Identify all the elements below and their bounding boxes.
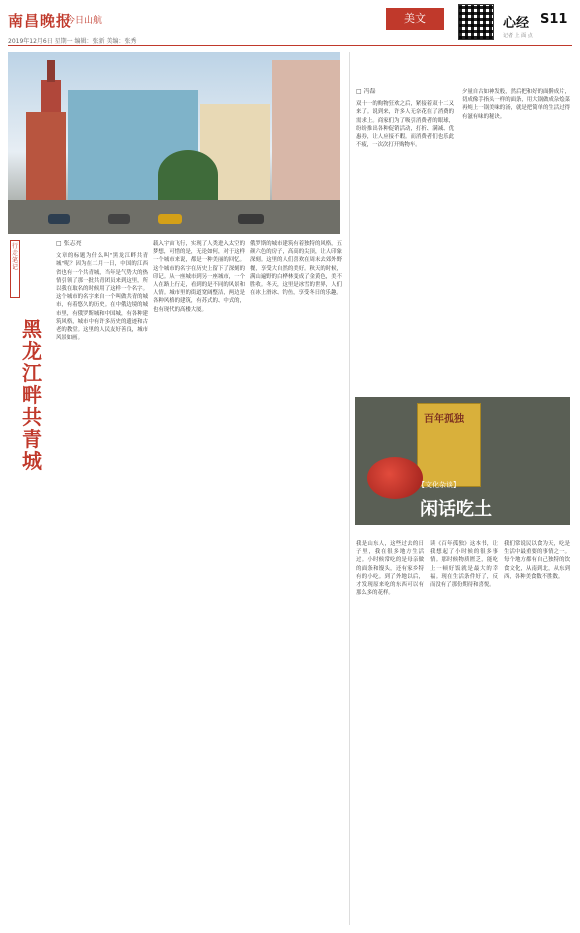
article2-col4 — [430, 540, 498, 925]
tree — [158, 150, 218, 200]
article1-col1-text: 文章的标题为什么叫"黑龙江畔共青城"呢？因为在二月一日，中国的江西省也有一个共青城，当年是气势大的热情引领了那一批共青团员来到这里，所以我在取名的时候用了这样一个名字。这个城市的名字来自一个叫做共青的城市，有着悠久的历史。在中俄边境的城市里，有俄罗斯城和中国城，有各种建筑风格，城市中有许多历史的遗迹和古老的教堂。这里的人民友好善良，城市风景如画。 — [56, 253, 148, 342]
article2-col4-text: 读《百年孤独》这本书，让我想起了小时候的很多事情。那时候物质匮乏，能吃上一顿好饭就是最大的幸福。现在生活条件好了，反而没有了那份期待和喜悦。 — [430, 541, 498, 589]
page-name: 心经 — [503, 16, 530, 31]
city-photo — [8, 52, 340, 234]
book-headline: 闲话吃土 — [420, 499, 492, 520]
article1-col1 — [56, 240, 148, 925]
article2-col1 — [356, 88, 454, 388]
article1-col3-text: 俄罗斯的城市建筑有着独特的风格，五颜六色的房子，高高的尖顶，让人印象深刻。这里的人们喜欢在周末去郊外野餐，享受大自然的美好。秋天的时候，满山遍野的白桦林变成了金黄色，美不胜收。冬天，这里是冰雪的世界，人们在冰上滑冰、钓鱼，享受冬日的乐趣。 — [250, 241, 342, 297]
article1-col2 — [153, 240, 245, 925]
article2-col5 — [504, 540, 570, 925]
header-meta: 2019年12月6日 星期一 编辑：张新 美编：张秀 — [8, 38, 137, 45]
article1-col3 — [250, 240, 342, 925]
article1-title: 黑龙江畔共青城 — [22, 317, 42, 473]
car — [238, 214, 264, 224]
column-divider — [349, 52, 350, 925]
page-editors: 记者 上 面 点 — [503, 33, 533, 39]
book-cover — [417, 403, 481, 487]
rose — [367, 457, 423, 499]
article1-label: 行走笔记 — [10, 240, 20, 298]
newspaper-logo: 南昌晚报 — [8, 12, 73, 30]
article2-col1-text: 双十一的购物狂欢之后，紧接着双十二又来了。说到来，许多人无奈花在了消费的需求上。商家们为了吸引消费者的眼球，纷纷推出各种促销活动，打折、满减、优惠券，让人应接不暇。而消费者们也乐此不疲，一次次打开购物车。 — [356, 101, 454, 149]
article1-byline: □ 张志亮 — [56, 240, 82, 247]
article2-byline: □ 冯磊 — [356, 88, 376, 95]
car — [108, 214, 130, 224]
article2-col2 — [462, 88, 570, 388]
header-rule — [8, 45, 572, 46]
section-badge: 美文 — [386, 8, 444, 30]
article2-col2-text: 夕量自古如神发般，然后把和好的面擀成片，切成像手指头一样的面条，用大锅做成杂烩菜再炖上一锅美味的汤，就是把简单的生活过得有滋有味的秘诀。 — [462, 89, 570, 120]
car — [48, 214, 70, 224]
book-cover-title: 百年孤独 — [424, 414, 464, 425]
car — [158, 214, 182, 224]
book-tag: 【文化杂谈】 — [418, 481, 460, 489]
qr-code — [458, 4, 494, 40]
article2-col5-text: 我们常说民以食为天，吃是生活中最重要的事情之一。每个地方都有自己独特的饮食文化，从南到北，从东到西，各种美食数不胜数。 — [504, 541, 570, 580]
page-number: S11 — [540, 12, 568, 27]
building-red — [26, 112, 66, 200]
building-pink — [272, 60, 340, 200]
article2-col3 — [356, 540, 424, 925]
header-tag: 今日山航 — [66, 16, 103, 26]
article2-col3-text: 我是山东人，这些过去的日子里，我在很多地方生活过。小时候常吃的是母亲做的面条和馒头，还有家乡特有的小吃。到了外地以后，才发现原来吃的东西可以有那么多的花样。 — [356, 541, 424, 597]
article1-col2-text: 载入宇宙飞行，实现了人类进入太空的梦想，可惜的是，无论如何，对于这样一个城市来说，都是一种美丽的回忆。这个城市的名字在历史上留下了深刻的印记。从一座城市到另一座城市，一个人在路上行走，看到的是不同的风景和人情。城市里的街道宽阔整洁，两边是各种风格的建筑，有苏式的、中式的，也有现代的高楼大厦。 — [153, 241, 245, 313]
